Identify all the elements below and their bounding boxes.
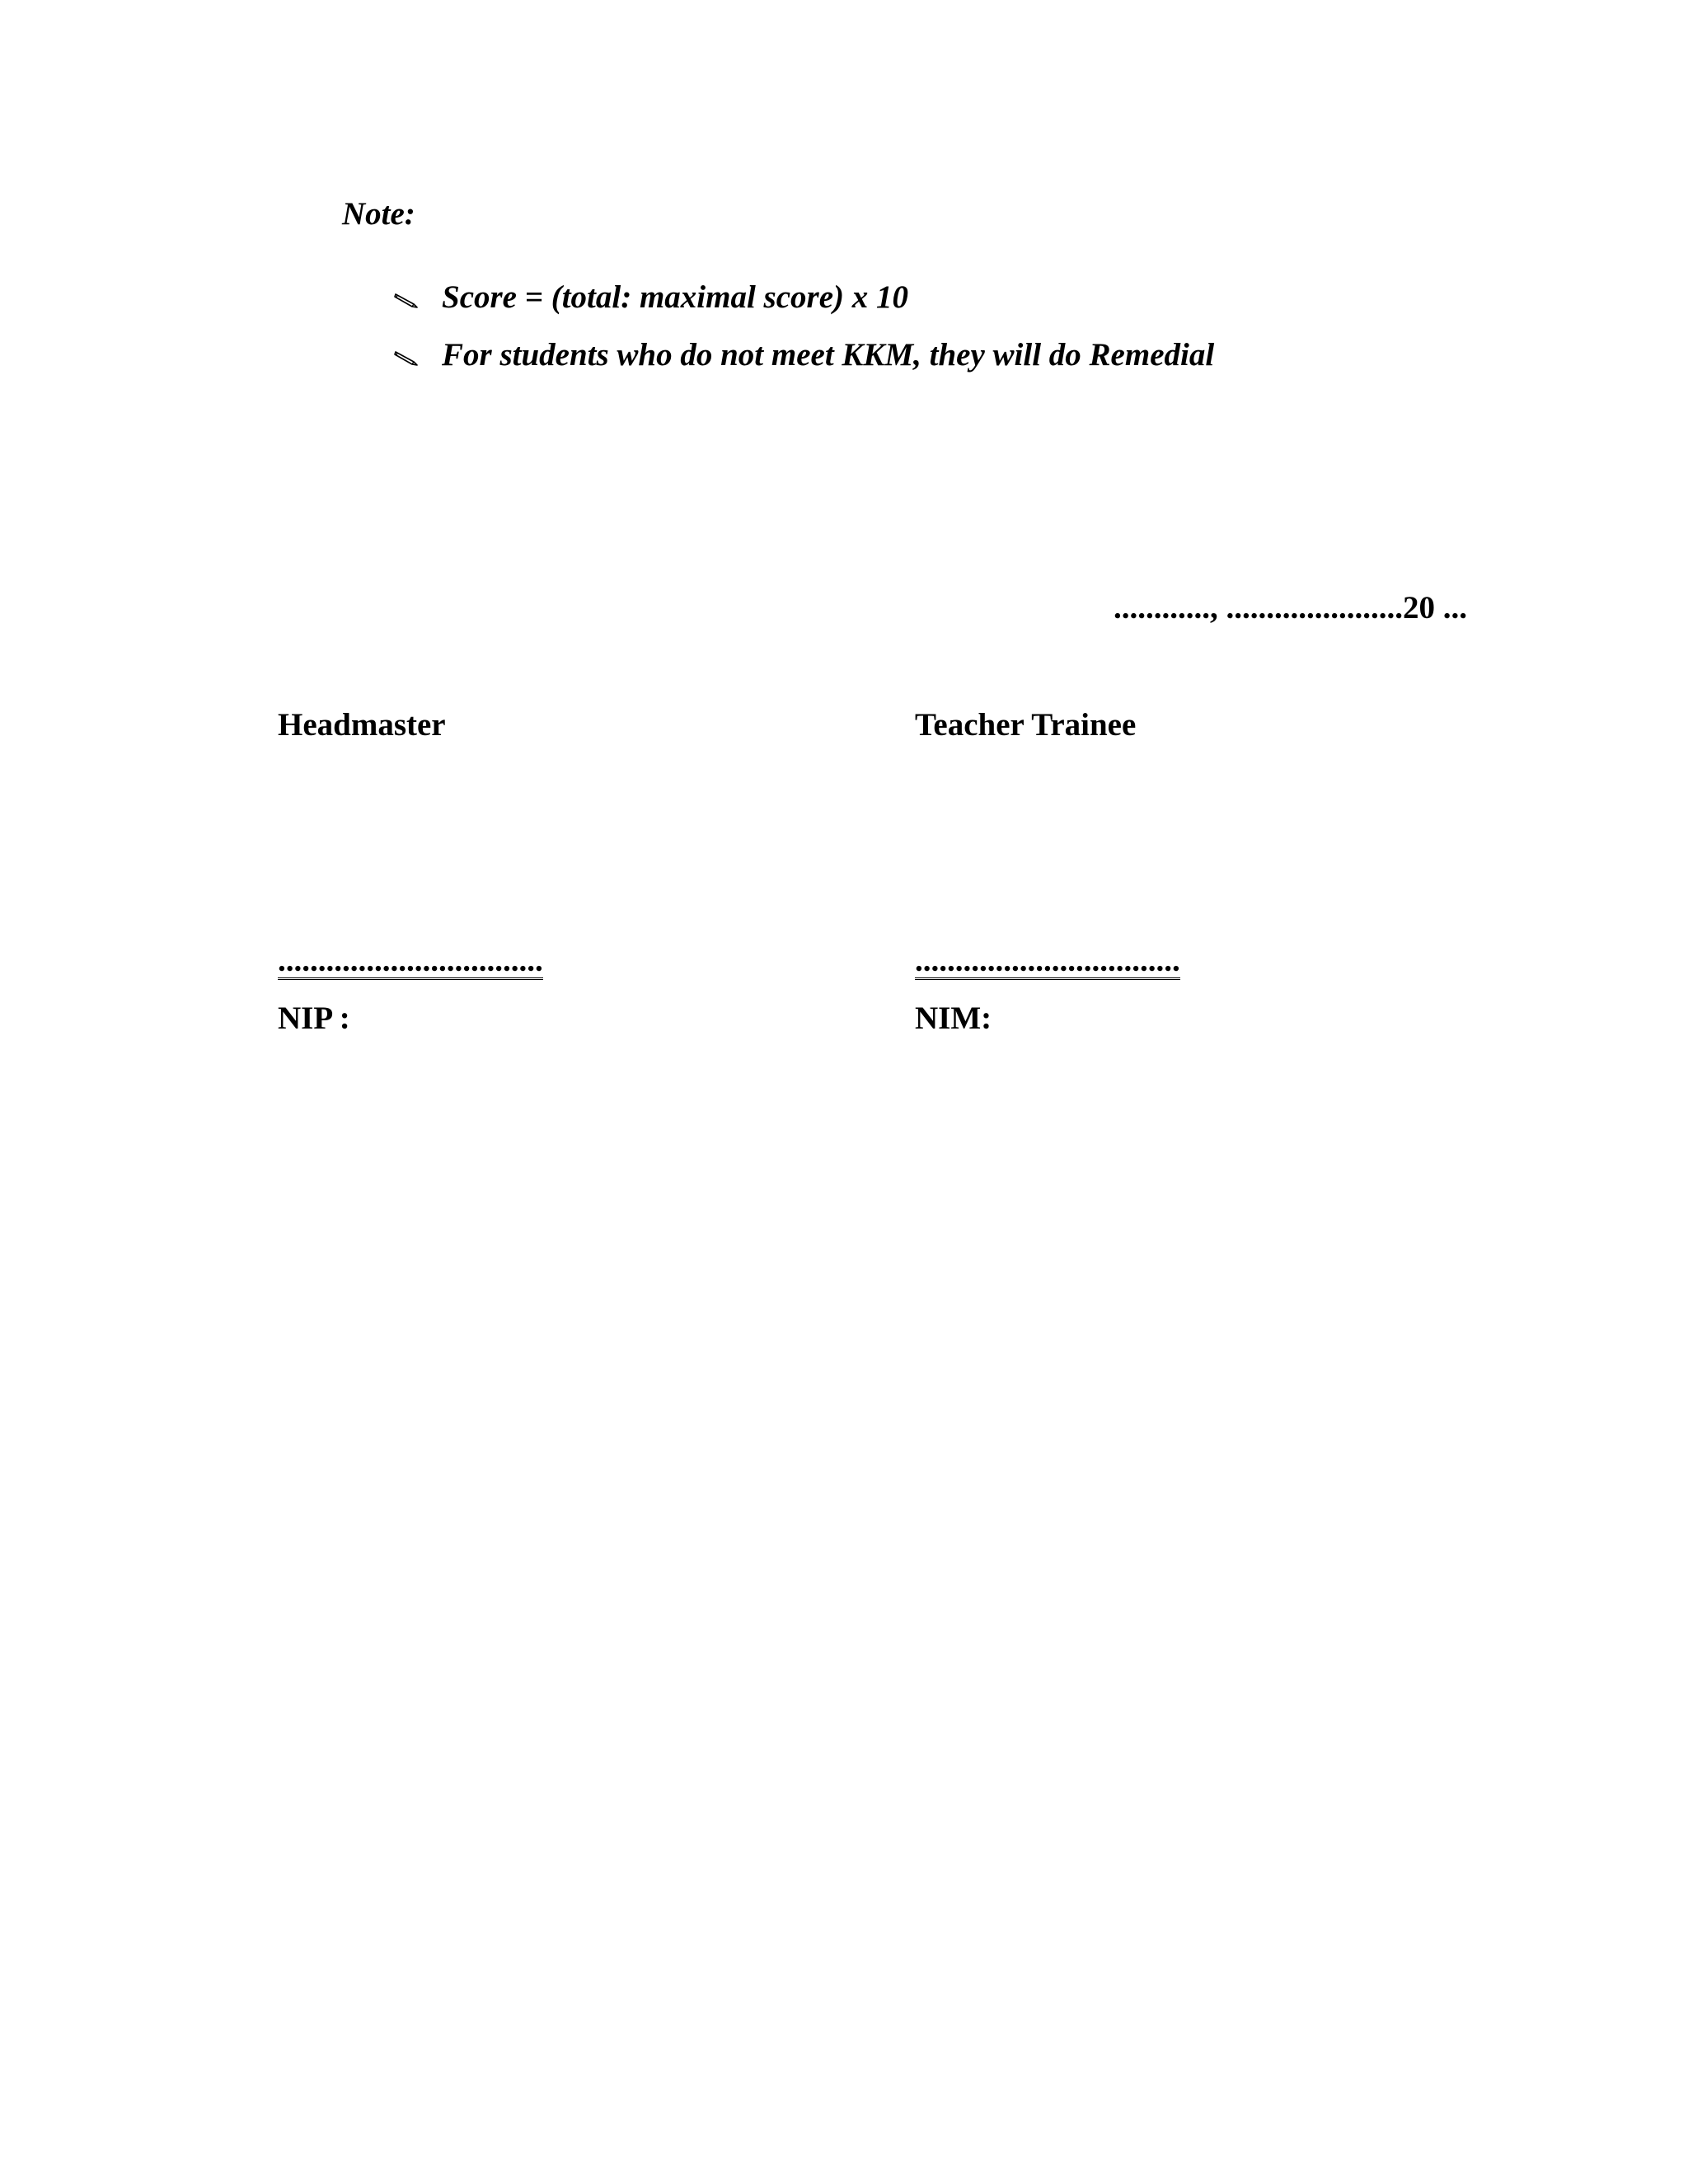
- headmaster-signature-line: .................................: [278, 943, 543, 978]
- note-item-text: For students who do not meet KKM, they will do Remedial: [442, 337, 1215, 373]
- teacher-trainee-signature-line: .................................: [915, 943, 1180, 978]
- note-item-text: Score = (total: maximal score) x 10: [442, 279, 908, 315]
- teacher-trainee-title: Teacher Trainee: [915, 707, 1137, 743]
- note-label: Note:: [342, 196, 415, 232]
- headmaster-title: Headmaster: [278, 707, 446, 743]
- pencil-icon: [394, 274, 442, 322]
- pencil-icon: [394, 332, 442, 380]
- nip-label: NIP :: [278, 1001, 350, 1036]
- date-place-line: ............, ......................20 ...: [1114, 590, 1467, 626]
- nim-label: NIM:: [915, 1001, 992, 1036]
- note-item: [394, 274, 908, 322]
- note-item: [394, 332, 1214, 380]
